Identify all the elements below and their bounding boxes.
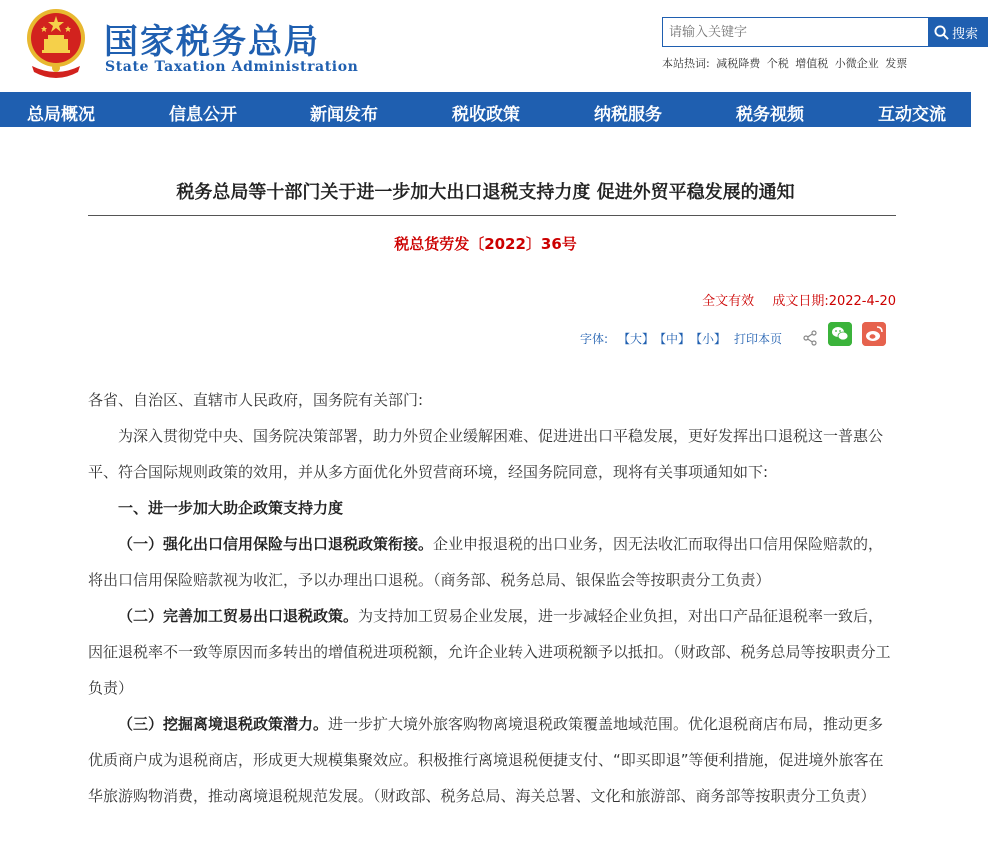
hotword-link[interactable]: 减税降费 bbox=[716, 57, 761, 70]
search-button-label: 搜索 bbox=[952, 26, 979, 42]
nav-item-overview[interactable]: 总局概况 bbox=[27, 105, 95, 125]
nav-item-tax-policy[interactable]: 税收政策 bbox=[452, 105, 520, 125]
nav-item-info-disclosure[interactable]: 信息公开 bbox=[169, 105, 237, 125]
font-small-button[interactable]: 【小】 bbox=[690, 332, 727, 346]
date-label: 成文日期: bbox=[772, 294, 829, 309]
paragraph-1-text: 企业申报退税的出口业务，因无法收汇而取得出口信用保险赔款的，将出口信用保险赔款视为收汇，予以办理出口退税。（商务部、税务总局、银保监会等按职责分工负责） bbox=[88, 535, 884, 589]
main-nav bbox=[0, 92, 971, 127]
font-large-button[interactable]: 【大】 bbox=[618, 332, 655, 346]
issue-date: 2022-4-20 bbox=[828, 294, 896, 309]
paragraph-1 bbox=[88, 526, 898, 598]
wechat-share-icon[interactable] bbox=[828, 322, 852, 346]
paragraph-1-heading: （一）强化出口信用保险与出口退税政策衔接。 bbox=[118, 535, 434, 553]
article-meta bbox=[702, 290, 896, 309]
font-medium-button[interactable]: 【中】 bbox=[654, 332, 691, 346]
article-title: 税务总局等十部门关于进一步加大出口退税支持力度 促进外贸平稳发展的通知 bbox=[176, 182, 795, 203]
site-header bbox=[0, 0, 979, 92]
hotword-link[interactable]: 增值税 bbox=[795, 57, 829, 70]
site-title-cn[interactable]: 国家税务总局 bbox=[104, 22, 320, 62]
article-body bbox=[88, 382, 898, 814]
weibo-share-icon[interactable] bbox=[862, 322, 886, 346]
paragraph-2-heading: （二）完善加工贸易出口退税政策。 bbox=[118, 607, 359, 625]
nav-item-tax-service[interactable]: 纳税服务 bbox=[594, 105, 662, 125]
font-size-label: 字体: bbox=[580, 332, 609, 346]
paragraph-3-heading: （三）挖掘离境退税政策潜力。 bbox=[118, 715, 329, 733]
search-input[interactable] bbox=[662, 17, 929, 47]
search-icon bbox=[934, 25, 949, 40]
hotword-link[interactable]: 发票 bbox=[885, 57, 908, 70]
share-icon[interactable] bbox=[802, 330, 818, 346]
hotword-link[interactable]: 个税 bbox=[766, 57, 789, 70]
hotwords-bar bbox=[662, 55, 907, 71]
salutation: 各省、自治区、直辖市人民政府，国务院有关部门: bbox=[88, 391, 424, 409]
nav-item-interaction[interactable]: 互动交流 bbox=[878, 105, 946, 125]
site-title-en[interactable]: State Taxation Administration bbox=[105, 59, 359, 75]
nav-item-video[interactable]: 税务视频 bbox=[736, 105, 804, 125]
intro-paragraph: 为深入贯彻党中央、国务院决策部署，助力外贸企业缓解困难、促进进出口平稳发展，更好发挥出口退税这一普惠公平、符合国际规则政策的效用，并从多方面优化外贸营商环境，经国务院同意，现将有关事项通知如下: bbox=[88, 427, 884, 481]
section-heading: 一、进一步加大助企政策支持力度 bbox=[118, 499, 344, 517]
title-divider bbox=[88, 215, 896, 216]
hotwords-label: 本站热词: bbox=[662, 57, 710, 70]
nav-item-news[interactable]: 新闻发布 bbox=[310, 105, 378, 125]
national-emblem-icon[interactable] bbox=[22, 6, 90, 78]
document-number: 税总货劳发〔2022〕36号 bbox=[394, 235, 577, 253]
print-button[interactable]: 打印本页 bbox=[734, 332, 783, 346]
hotword-link[interactable]: 小微企业 bbox=[834, 57, 879, 70]
article-tools bbox=[580, 322, 890, 348]
search-button[interactable] bbox=[928, 17, 988, 47]
paragraph-3-text: 进一步扩大境外旅客购物离境退税政策覆盖地域范围。优化退税商店布局，推动更多优质商户成为退税商店，形成更大规模集聚效应。积极推行离境退税便捷支付、“即买即退”等便利措施，促进境外旅客在华旅游购物消费，推动离境退税规范发展。（财政部、税务总局、海关总署、文化和旅游部、商务部等按职责分工负责） bbox=[88, 715, 884, 805]
validity-status: 全文有效 bbox=[702, 294, 755, 309]
paragraph-2-text: 为支持加工贸易企业发展，进一步减轻企业负担，对出口产品征退税率一致后，因征退税率不一致等原因而多转出的增值税进项税额，允许企业转入进项税额予以抵扣。（财政部、税务总局等按职责分工负责） bbox=[88, 607, 891, 697]
paragraph-2 bbox=[88, 598, 898, 706]
paragraph-3 bbox=[88, 706, 898, 814]
